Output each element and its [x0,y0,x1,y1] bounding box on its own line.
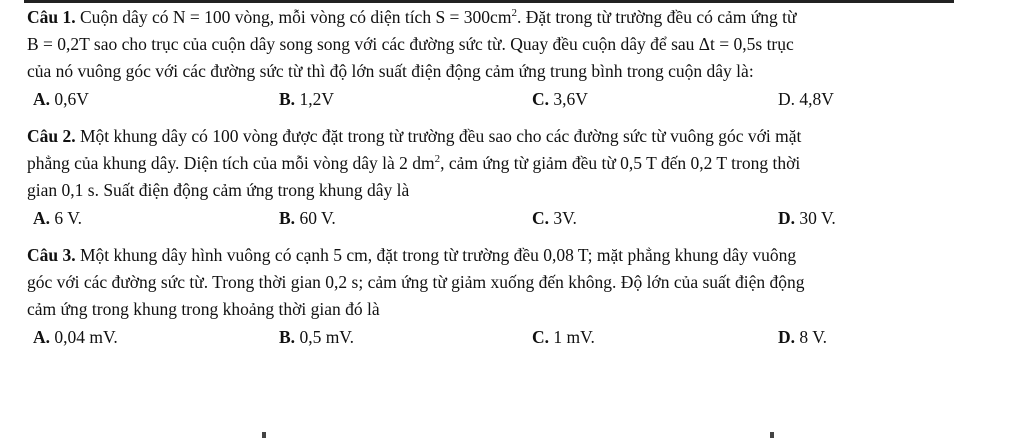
question-3 [27,242,962,351]
option-text: 60 V. [299,208,336,228]
option-letter: A. [33,327,51,347]
option-text: 3,6V [553,89,588,109]
option-text: 3V. [553,208,577,228]
question-label: Câu 1. [27,7,76,27]
option-letter: A. [33,89,51,109]
answer-options [27,323,962,351]
question-text: B = 0,2T sao cho trục của cuộn dây song song với các đường sức từ. Quay đều cuộn dây để sau Δt = 0,5s trục [27,34,794,54]
option-letter: B. [279,208,296,228]
option-d [778,204,836,232]
option-letter: D. [778,89,796,109]
option-text: 4,8V [799,89,834,109]
question-line [27,269,962,296]
answer-options [27,85,962,113]
answer-options [27,204,962,232]
option-letter: C. [532,89,550,109]
option-a [33,85,89,113]
option-text: 8 V. [799,327,827,347]
option-letter: C. [532,327,550,347]
option-letter: D. [778,208,796,228]
question-text: cảm ứng trong khung trong khoảng thời gian đó là [27,299,380,319]
option-b [279,204,336,232]
option-b [279,323,354,351]
question-text: góc với các đường sức từ. Trong thời gian 0,2 s; cảm ứng từ giảm xuống đến không. Độ lớn của suất điện động [27,272,805,292]
option-text: 30 V. [799,208,836,228]
option-text: 1 mV. [553,327,595,347]
option-text: 6 V. [54,208,82,228]
option-letter: B. [279,327,296,347]
question-line [27,58,962,85]
option-d [778,85,834,113]
question-label: Câu 2. [27,126,76,146]
question-2 [27,123,962,232]
question-line [27,296,962,323]
page-mark [262,432,266,438]
question-label: Câu 3. [27,245,76,265]
option-c [532,85,588,113]
question-line [27,242,962,269]
question-text: , cảm ứng từ giảm đều từ 0,5 T đến 0,2 T trong thời [440,153,801,173]
question-text: Cuộn dây có N = 100 vòng, mỗi vòng có diện tích S = 300cm [80,7,512,27]
option-c [532,204,577,232]
page-mark [770,432,774,438]
option-text: 0,5 mV. [299,327,355,347]
option-letter: B. [279,89,296,109]
question-line [27,4,962,31]
question-1 [27,4,962,113]
option-a [33,204,82,232]
option-letter: D. [778,327,796,347]
exam-page [27,4,962,351]
option-c [532,323,595,351]
question-text: Một khung dây hình vuông có cạnh 5 cm, đặt trong từ trường đều 0,08 T; mặt phẳng khung dây vuông [80,245,797,265]
option-a [33,323,118,351]
superscript: 2 [511,7,517,19]
question-text: của nó vuông góc với các đường sức từ thì độ lớn suất điện động cảm ứng trung bình trong cuộn dây là: [27,61,754,81]
superscript: 2 [434,153,441,165]
question-text: Một khung dây có 100 vòng được đặt trong từ trường đều sao cho các đường sức từ vuông góc với mặt [80,126,802,146]
option-b [279,85,334,113]
top-rule [24,0,954,3]
question-text: gian 0,1 s. Suất điện động cảm ứng trong khung dây là [27,180,410,200]
question-text: phẳng của khung dây. Diện tích của mỗi vòng dây là 2 dm [27,153,435,173]
question-line [27,31,962,58]
option-text: 0,6V [54,89,89,109]
question-line [27,177,962,204]
option-text: 0,04 mV. [54,327,118,347]
question-line [27,123,962,150]
question-line [27,150,962,177]
option-letter: C. [532,208,550,228]
option-d [778,323,827,351]
question-text: . Đặt trong từ trường đều có cảm ứng từ [516,7,797,27]
option-text: 1,2V [299,89,334,109]
option-letter: A. [33,208,51,228]
